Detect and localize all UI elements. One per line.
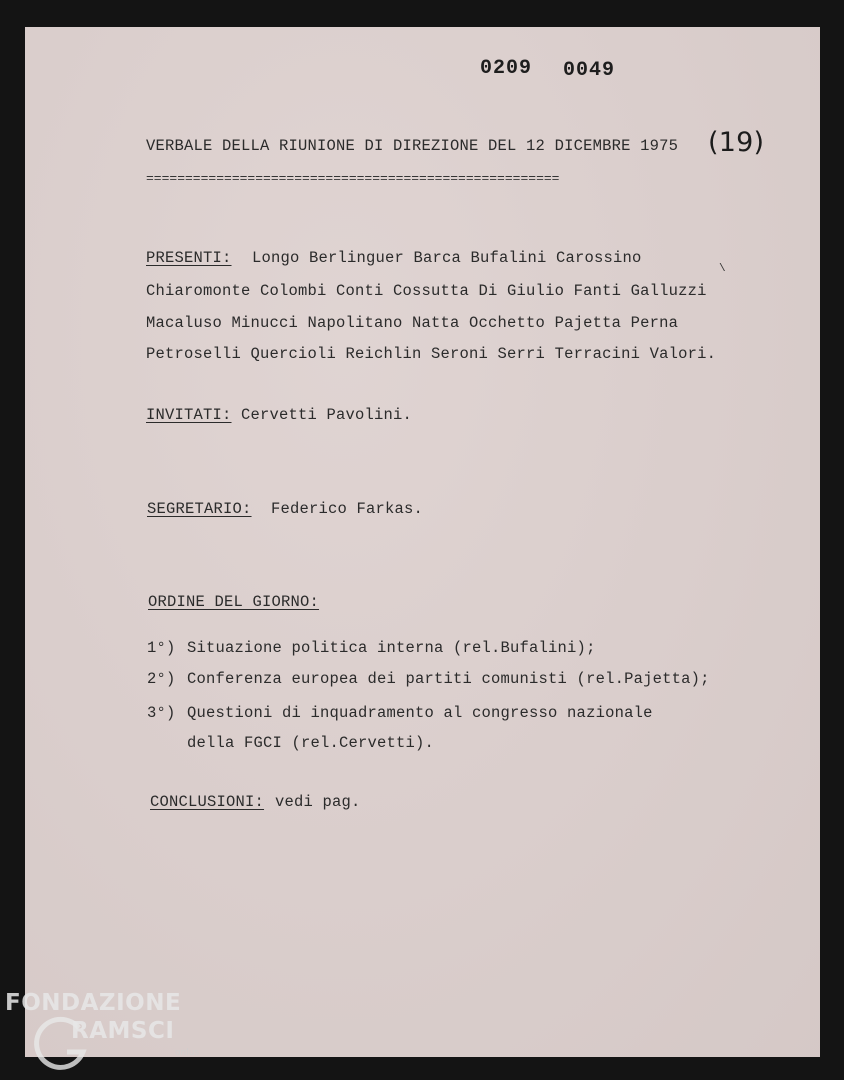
logo-line-1: FONDAZIONE: [5, 990, 182, 1016]
document-title: VERBALE DELLA RIUNIONE DI DIREZIONE DEL 12 DICEMBRE 1975: [146, 137, 679, 155]
logo-line-2: RAMSCI: [71, 1018, 175, 1044]
title-underline: =====================================================: [146, 171, 560, 186]
agenda-item-continuation: della FGCI (rel.Cervetti).: [187, 734, 435, 752]
conclusioni-value: vedi pag.: [275, 793, 361, 811]
archive-number-2: 0049: [563, 59, 616, 82]
presenti-line: Petroselli Quercioli Reichlin Seroni Serri Terracini Valori.: [146, 345, 717, 363]
handwritten-number: (19): [708, 127, 765, 158]
agenda-item-text: Questioni di inquadramento al congresso nazionale: [187, 704, 653, 722]
archive-number-1: 0209: [480, 57, 533, 80]
pen-mark: \: [719, 263, 726, 275]
presenti-line: Longo Berlinguer Barca Bufalini Carossino: [252, 249, 642, 267]
conclusioni-label: CONCLUSIONI:: [150, 793, 265, 811]
agenda-item-number: 2°): [147, 670, 176, 688]
presenti-line: Macaluso Minucci Napolitano Natta Occhetto Pajetta Perna: [146, 314, 679, 332]
segretario-label: SEGRETARIO:: [147, 500, 252, 518]
ordine-label: ORDINE DEL GIORNO:: [148, 593, 320, 611]
agenda-item-number: 1°): [147, 639, 176, 657]
document-page: [25, 27, 820, 1057]
invitati-label: INVITATI:: [146, 406, 232, 424]
segretario-value: Federico Farkas.: [271, 500, 424, 518]
presenti-label: PRESENTI:: [146, 249, 232, 267]
presenti-line: Chiaromonte Colombi Conti Cossutta Di Giulio Fanti Galluzzi: [146, 282, 707, 300]
agenda-item-text: Situazione politica interna (rel.Bufalini);: [187, 639, 596, 657]
agenda-item-text: Conferenza europea dei partiti comunisti (rel.Pajetta);: [187, 670, 710, 688]
agenda-item-number: 3°): [147, 704, 176, 722]
invitati-value: Cervetti Pavolini.: [241, 406, 413, 424]
fondazione-gramsci-logo: [5, 990, 215, 1075]
logo-line-3: onlus: [175, 1048, 200, 1058]
